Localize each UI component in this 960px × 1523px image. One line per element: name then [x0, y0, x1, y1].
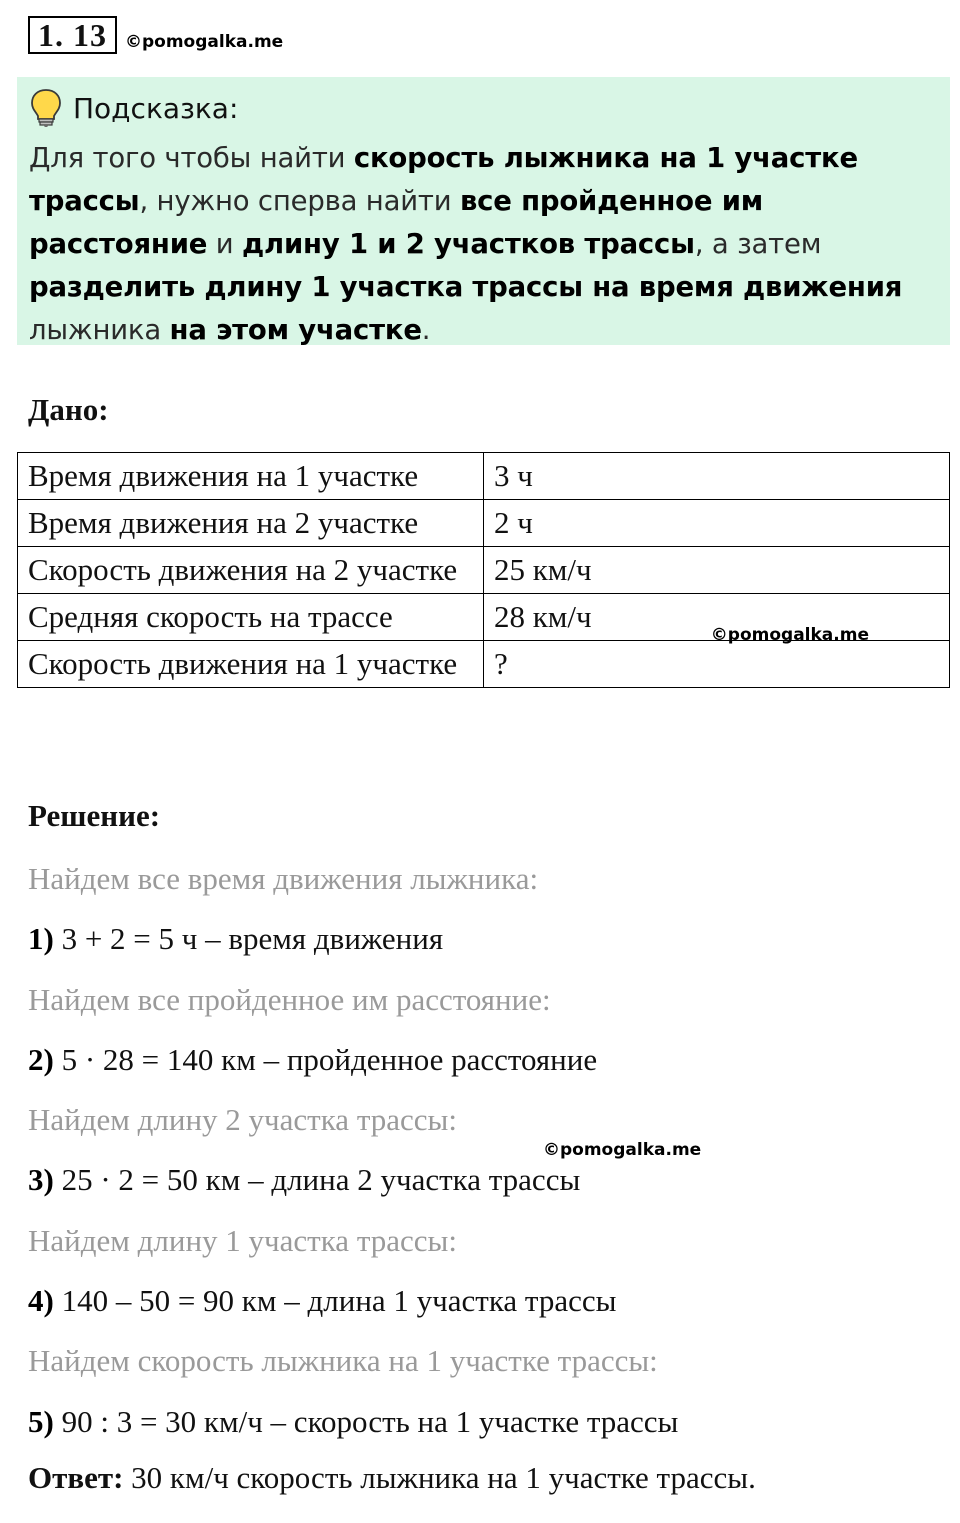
given-label: Скорость движения на 1 участке [18, 641, 484, 688]
answer [28, 1460, 756, 1496]
step-number: 5) [28, 1403, 54, 1439]
step-text: 5 · 28 = 140 км – пройденное расстояние [53, 1041, 598, 1077]
step-line [28, 1399, 948, 1459]
hint-segment: , а затем [694, 228, 822, 260]
hint-title-text: Подсказка: [73, 91, 239, 125]
step-number: 4) [28, 1283, 54, 1319]
hint-text [29, 137, 938, 352]
table-row [18, 594, 950, 641]
step-explanation: Найдем все пройденное им расстояние: [28, 981, 551, 1017]
given-value: 3 ч [484, 453, 950, 500]
problem-header [28, 16, 283, 54]
hint-segment-bold: на этом участке [169, 314, 422, 346]
hint-segment: . [421, 314, 431, 346]
given-value: ? [484, 641, 950, 688]
given-table [17, 452, 950, 688]
given-title: Дано: [28, 392, 109, 427]
step-number: 1) [28, 921, 54, 957]
hint-segment: лыжника [29, 314, 170, 346]
watermark: ©pomogalka.me [125, 32, 284, 52]
step-explanation: Найдем скорость лыжника на 1 участке трассы: [28, 1343, 658, 1379]
given-label: Средняя скорость на трассе [18, 594, 484, 641]
step-text: 25 · 2 = 50 км – длина 2 участка трассы [53, 1162, 581, 1198]
answer-label: Ответ: [28, 1460, 124, 1495]
hint-segment-bold: все пройденное им расстояние [29, 185, 764, 260]
hint-segment-bold: разделить длину 1 участка трассы на время движения [29, 271, 903, 303]
hint-segment-bold: скорость лыжника на 1 участке трассы [29, 142, 858, 217]
given-value-cell [484, 594, 950, 645]
hint-title [29, 85, 938, 131]
given-value: 2 ч [484, 500, 950, 547]
step-line [28, 1037, 948, 1097]
step-explanation: Найдем все время движения лыжника: [28, 861, 539, 896]
step-line [28, 1278, 948, 1338]
solution-steps [28, 856, 948, 1459]
step-number: 2) [28, 1041, 54, 1077]
solution-title: Решение: [28, 798, 161, 833]
table-row [18, 453, 950, 500]
watermark: ©pomogalka.me [710, 625, 869, 645]
step-number: 3) [28, 1162, 54, 1198]
step-line [28, 1157, 948, 1217]
watermark: ©pomogalka.me [543, 1140, 702, 1160]
given-label: Время движения на 1 участке [18, 453, 484, 500]
step-text: 3 + 2 = 5 ч – время движения [53, 921, 444, 957]
given-value: 25 км/ч [484, 547, 950, 594]
answer-text: 30 км/ч скорость лыжника на 1 участке трассы. [123, 1460, 756, 1495]
problem-number: 1. 13 [28, 16, 117, 54]
hint-segment-bold: длину 1 и 2 участков трассы [242, 228, 695, 260]
table-row [18, 641, 950, 688]
step-text: 90 : 3 = 30 км/ч – скорость на 1 участке трассы [53, 1403, 679, 1439]
hint-box [17, 77, 950, 345]
given-value: 28 км/ч [494, 599, 592, 634]
step-explanation: Найдем длину 2 участка трассы: [28, 1102, 457, 1138]
step-line [28, 916, 948, 976]
table-row [18, 500, 950, 547]
hint-segment: Для того чтобы найти [29, 142, 354, 174]
step-text: 140 – 50 = 90 км – длина 1 участка трассы [53, 1283, 617, 1319]
given-label: Скорость движения на 2 участке [18, 547, 484, 594]
hint-segment: , нужно сперва найти [139, 185, 460, 217]
lightbulb-icon [29, 88, 63, 128]
given-label: Время движения на 2 участке [18, 500, 484, 547]
hint-segment: и [207, 228, 243, 260]
step-explanation: Найдем длину 1 участка трассы: [28, 1222, 457, 1258]
table-row [18, 547, 950, 594]
